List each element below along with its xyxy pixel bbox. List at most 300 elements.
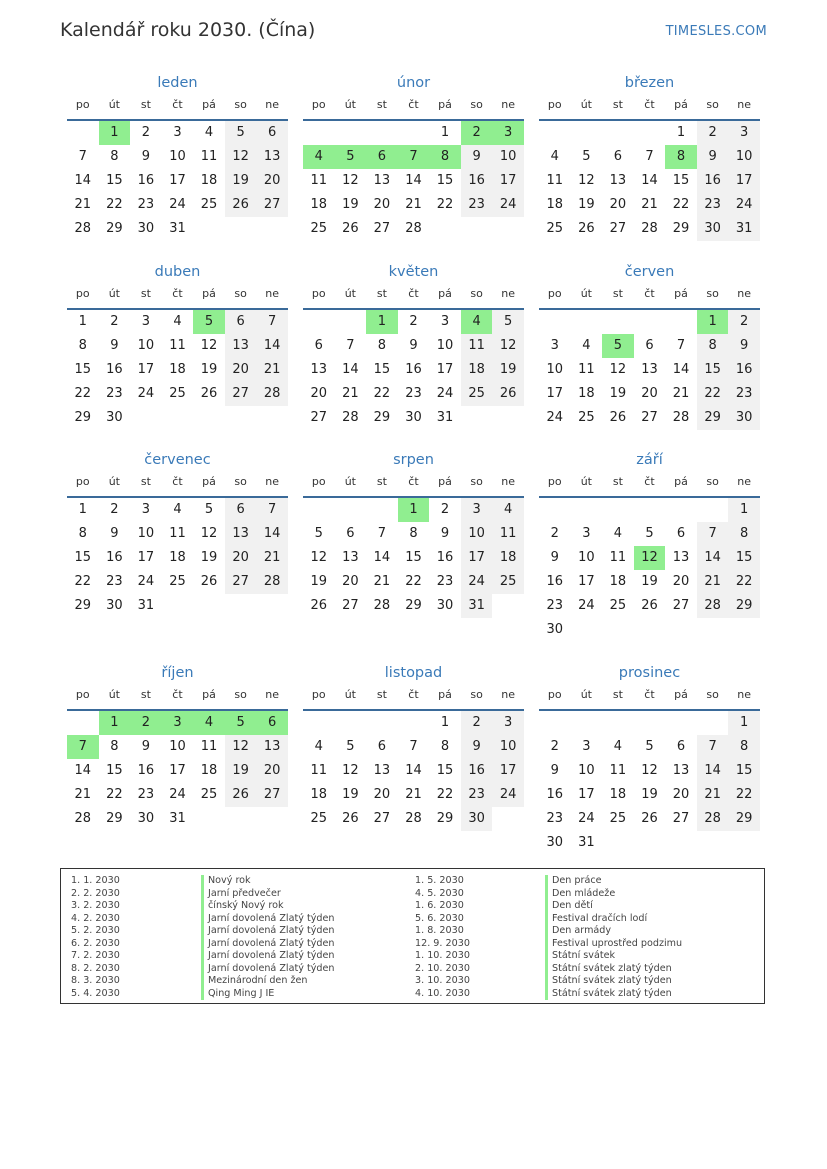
day-cell: 26: [641, 598, 658, 613]
day-cell: 16: [106, 550, 123, 565]
weekday-label: ne: [737, 287, 752, 300]
day-cell: 3: [728, 121, 760, 145]
day-cell: 10: [461, 522, 493, 546]
month-name: duben: [154, 264, 201, 280]
day-cell: 25: [546, 221, 564, 236]
day-cell: 17: [137, 362, 155, 377]
day-cell: 13: [225, 522, 257, 546]
day-cell: 11: [609, 550, 627, 565]
day-cell: 27: [256, 193, 288, 217]
day-cell: 19: [492, 358, 524, 382]
day-cell: 30: [436, 598, 454, 613]
month-name: září: [636, 452, 663, 468]
holiday-day-cell: 1: [697, 310, 729, 334]
day-cell: 18: [200, 763, 218, 778]
weekday-label: út: [344, 98, 356, 111]
day-cell: 23: [546, 811, 564, 826]
holiday-date: 12. 9. 2030: [415, 937, 470, 949]
empty-cell: [697, 711, 729, 735]
day-cell: 19: [342, 197, 359, 212]
day-cell: 13: [373, 173, 391, 188]
day-cell: 27: [672, 811, 690, 826]
holiday-name: Jarní dovolená Zlatý týden: [201, 950, 334, 963]
day-cell: 8: [110, 739, 119, 754]
day-cell: 10: [492, 735, 524, 759]
day-cell: 29: [106, 811, 123, 826]
day-cell: 3: [461, 498, 493, 522]
holiday-name: Jarní dovolená Zlatý týden: [201, 963, 334, 976]
weekday-label: st: [612, 688, 623, 701]
holiday-day-cell: 5: [193, 310, 225, 334]
day-cell: 11: [310, 763, 328, 778]
holiday-date: 4. 10. 2030: [415, 987, 470, 999]
day-cell: 3: [141, 502, 151, 517]
day-cell: 29: [405, 598, 422, 613]
day-cell: 2: [461, 711, 493, 735]
day-cell: 28: [342, 410, 359, 425]
holiday-day-cell: 6: [366, 145, 398, 169]
day-cell: 4: [173, 502, 182, 517]
day-cell: 6: [377, 739, 387, 754]
holiday-day-cell: 5: [602, 334, 634, 358]
weekday-label: ne: [737, 98, 752, 111]
day-cell: 27: [373, 811, 391, 826]
weekday-header: [539, 685, 760, 711]
day-cell: 6: [225, 310, 257, 334]
day-cell: 1: [728, 711, 760, 735]
day-cell: 2: [110, 502, 119, 517]
day-cell: 4: [492, 498, 524, 522]
empty-cell: [539, 121, 571, 145]
empty-cell: [539, 310, 571, 334]
day-cell: 8: [697, 334, 729, 358]
day-cell: 25: [200, 787, 218, 802]
day-cell: 27: [310, 410, 328, 425]
empty-cell: [665, 498, 697, 522]
month-11: [303, 661, 524, 831]
day-cell: 10: [137, 526, 155, 541]
day-cell: 17: [728, 169, 760, 193]
day-cell: 21: [373, 574, 391, 589]
day-cell: 29: [373, 410, 391, 425]
holiday-date: 2. 10. 2030: [415, 962, 470, 974]
day-cell: 21: [697, 570, 729, 594]
holiday-list: [60, 868, 765, 1004]
weekday-label: so: [234, 98, 247, 111]
day-grid: [67, 711, 288, 831]
day-cell: 25: [609, 811, 627, 826]
holiday-name: Státní svátek: [545, 950, 682, 963]
day-cell: 29: [74, 598, 92, 613]
holiday-day-cell: 5: [335, 145, 367, 169]
weekday-label: čt: [408, 98, 419, 111]
day-cell: 25: [200, 197, 218, 212]
weekday-label: so: [470, 688, 483, 701]
weekday-label: so: [706, 98, 719, 111]
day-cell: 11: [461, 334, 493, 358]
empty-cell: [303, 498, 335, 522]
day-cell: 14: [641, 173, 658, 188]
weekday-label: čt: [172, 287, 183, 300]
holiday-day-cell: 1: [366, 310, 398, 334]
day-cell: 11: [169, 526, 186, 541]
empty-cell: [634, 711, 666, 735]
day-cell: 17: [137, 550, 155, 565]
day-cell: 22: [697, 382, 729, 406]
day-cell: 26: [200, 386, 218, 401]
day-cell: 13: [609, 173, 627, 188]
weekday-label: ne: [501, 98, 516, 111]
empty-cell: [335, 310, 367, 334]
day-grid: [539, 711, 760, 855]
empty-cell: [335, 498, 367, 522]
day-cell: 6: [613, 149, 623, 164]
day-cell: 24: [492, 783, 524, 807]
day-cell: 13: [310, 362, 328, 377]
day-cell: 27: [609, 221, 627, 236]
day-cell: 2: [728, 310, 760, 334]
day-cell: 21: [342, 386, 359, 401]
day-cell: 17: [578, 574, 595, 589]
day-cell: 26: [578, 221, 595, 236]
day-cell: 18: [609, 787, 627, 802]
day-cell: 15: [728, 546, 760, 570]
holiday-day-cell: 7: [67, 735, 99, 759]
day-cell: 7: [409, 739, 418, 754]
month-3: [539, 71, 760, 241]
day-cell: 21: [405, 197, 422, 212]
weekday-label: čt: [172, 475, 183, 488]
day-cell: 5: [492, 310, 524, 334]
weekday-label: pá: [438, 688, 452, 701]
empty-cell: [335, 121, 367, 145]
month-name: říjen: [161, 665, 194, 681]
day-cell: 12: [492, 334, 524, 358]
day-cell: 31: [169, 811, 186, 826]
day-cell: 8: [440, 739, 450, 754]
holiday-date: 6. 2. 2030: [71, 937, 120, 949]
day-cell: 4: [613, 526, 623, 541]
day-cell: 17: [492, 759, 524, 783]
holiday-name: Jarní předvečer: [201, 888, 334, 901]
day-cell: 2: [110, 314, 119, 329]
day-cell: 15: [436, 173, 454, 188]
day-cell: 17: [461, 546, 493, 570]
day-cell: 21: [74, 197, 92, 212]
day-cell: 13: [672, 550, 690, 565]
day-cell: 19: [578, 197, 595, 212]
day-cell: 26: [200, 574, 218, 589]
weekday-label: út: [344, 475, 356, 488]
day-cell: 18: [546, 197, 564, 212]
day-cell: 25: [310, 221, 328, 236]
day-cell: 15: [697, 358, 729, 382]
day-cell: 16: [546, 574, 564, 589]
day-cell: 20: [256, 759, 288, 783]
day-grid: [539, 121, 760, 241]
day-cell: 14: [697, 546, 729, 570]
weekday-label: po: [311, 98, 326, 111]
day-cell: 30: [106, 598, 123, 613]
holiday-date: 3. 10. 2030: [415, 975, 470, 986]
day-cell: 2: [550, 739, 559, 754]
day-cell: 6: [645, 338, 654, 353]
month-10: [67, 661, 288, 831]
weekday-label: so: [706, 688, 719, 701]
empty-cell: [697, 498, 729, 522]
day-cell: 23: [436, 574, 454, 589]
weekday-label: ne: [265, 287, 280, 300]
day-cell: 1: [78, 314, 87, 329]
holiday-date: 3. 2. 2030: [71, 900, 120, 911]
day-cell: 29: [672, 221, 690, 236]
day-cell: 9: [728, 334, 760, 358]
weekday-label: st: [376, 475, 387, 488]
day-cell: 27: [342, 598, 359, 613]
weekday-label: pá: [202, 475, 216, 488]
day-cell: 29: [74, 410, 92, 425]
holiday-date: 1. 8. 2030: [415, 925, 464, 936]
holiday-day-cell: 12: [634, 546, 666, 570]
month-name: únor: [396, 75, 431, 91]
weekday-label: pá: [674, 98, 688, 111]
day-cell: 28: [405, 811, 422, 826]
day-cell: 13: [256, 145, 288, 169]
day-cell: 9: [110, 526, 119, 541]
day-cell: 14: [697, 759, 729, 783]
weekday-label: pá: [202, 287, 216, 300]
weekday-label: út: [108, 287, 120, 300]
day-cell: 15: [405, 550, 422, 565]
holiday-name: Festival uprostřed podzimu: [545, 938, 682, 951]
day-cell: 22: [436, 197, 454, 212]
day-cell: 29: [728, 594, 760, 618]
holiday-date: 1. 5. 2030: [415, 875, 464, 886]
day-cell: 4: [173, 314, 182, 329]
day-cell: 1: [440, 715, 450, 730]
weekday-label: so: [706, 475, 719, 488]
day-cell: 14: [373, 550, 391, 565]
day-cell: 16: [461, 169, 493, 193]
day-cell: 18: [609, 574, 627, 589]
holiday-name: Den mládeže: [545, 888, 682, 901]
day-cell: 22: [373, 386, 391, 401]
day-cell: 21: [74, 787, 92, 802]
day-cell: 30: [546, 835, 564, 850]
empty-cell: [634, 310, 666, 334]
day-cell: 21: [256, 546, 288, 570]
holiday-day-cell: 1: [99, 121, 131, 145]
day-cell: 27: [672, 598, 690, 613]
day-cell: 23: [461, 193, 493, 217]
weekday-label: čt: [644, 688, 655, 701]
day-cell: 16: [436, 550, 454, 565]
day-cell: 11: [310, 173, 328, 188]
day-cell: 9: [141, 739, 151, 754]
day-cell: 14: [256, 522, 288, 546]
holiday-date: 8. 2. 2030: [71, 962, 120, 974]
weekday-label: út: [108, 475, 120, 488]
day-cell: 16: [728, 358, 760, 382]
day-cell: 25: [461, 382, 493, 406]
day-cell: 27: [225, 382, 257, 406]
day-cell: 12: [225, 735, 257, 759]
day-cell: 10: [578, 763, 595, 778]
day-cell: 26: [641, 811, 658, 826]
day-cell: 29: [728, 807, 760, 831]
day-cell: 27: [641, 410, 658, 425]
brand-link[interactable]: TIMESLES.COM: [665, 24, 767, 39]
day-cell: 11: [578, 362, 595, 377]
weekday-label: čt: [408, 287, 419, 300]
day-cell: 30: [106, 410, 123, 425]
day-cell: 8: [728, 522, 760, 546]
day-cell: 2: [409, 314, 418, 329]
weekday-label: ne: [501, 475, 516, 488]
day-cell: 5: [645, 739, 654, 754]
day-cell: 20: [672, 574, 690, 589]
day-cell: 30: [137, 811, 155, 826]
day-cell: 31: [137, 598, 155, 613]
holiday-name: Státní svátek zlatý týden: [545, 988, 682, 1001]
holiday-date: 4. 5. 2030: [415, 887, 464, 899]
day-cell: 12: [342, 763, 359, 778]
weekday-label: pá: [438, 98, 452, 111]
day-cell: 9: [141, 149, 151, 164]
day-cell: 5: [204, 502, 214, 517]
day-cell: 10: [436, 338, 454, 353]
day-cell: 16: [137, 173, 155, 188]
day-cell: 19: [200, 362, 218, 377]
day-cell: 23: [106, 386, 123, 401]
day-cell: 22: [436, 787, 454, 802]
day-cell: 8: [78, 526, 87, 541]
day-cell: 26: [225, 783, 257, 807]
day-cell: 13: [672, 763, 690, 778]
weekday-label: po: [311, 688, 326, 701]
day-cell: 2: [141, 125, 151, 140]
day-cell: 28: [672, 410, 690, 425]
weekday-label: so: [470, 98, 483, 111]
day-grid: [303, 498, 524, 618]
day-cell: 17: [169, 763, 186, 778]
day-cell: 15: [106, 173, 123, 188]
day-cell: 9: [697, 145, 729, 169]
empty-cell: [67, 121, 99, 145]
holiday-date: 1. 1. 2030: [71, 875, 120, 886]
holiday-names-col-1: [201, 875, 334, 1000]
day-cell: 22: [74, 386, 92, 401]
empty-cell: [602, 498, 634, 522]
day-cell: 6: [676, 526, 686, 541]
day-grid: [303, 121, 524, 241]
day-cell: 12: [342, 173, 359, 188]
day-cell: 22: [106, 787, 123, 802]
day-cell: 24: [578, 598, 595, 613]
day-cell: 26: [342, 221, 359, 236]
day-cell: 12: [578, 173, 595, 188]
day-cell: 28: [373, 598, 391, 613]
day-cell: 7: [256, 498, 288, 522]
weekday-header: [303, 284, 524, 310]
weekday-header: [67, 95, 288, 121]
empty-cell: [303, 121, 335, 145]
day-cell: 18: [461, 358, 493, 382]
weekday-label: so: [234, 688, 247, 701]
holiday-day-cell: 4: [303, 145, 335, 169]
day-cell: 16: [546, 787, 564, 802]
weekday-label: ne: [737, 475, 752, 488]
holiday-date: 1. 6. 2030: [415, 900, 464, 911]
day-cell: 20: [641, 386, 658, 401]
day-cell: 10: [169, 149, 186, 164]
day-cell: 22: [405, 574, 422, 589]
day-cell: 18: [578, 386, 595, 401]
weekday-label: út: [108, 98, 120, 111]
day-cell: 20: [310, 386, 328, 401]
day-cell: 18: [492, 546, 524, 570]
day-cell: 20: [342, 574, 359, 589]
holiday-names-col-2: [545, 875, 682, 1000]
day-cell: 4: [550, 149, 559, 164]
day-cell: 5: [225, 121, 257, 145]
month-name: leden: [157, 75, 198, 91]
holiday-day-cell: 6: [256, 711, 288, 735]
day-cell: 24: [137, 574, 155, 589]
weekday-label: st: [140, 688, 151, 701]
day-cell: 27: [225, 570, 257, 594]
weekday-label: čt: [172, 688, 183, 701]
day-cell: 15: [106, 763, 123, 778]
day-cell: 24: [461, 570, 493, 594]
day-cell: 23: [137, 197, 155, 212]
day-cell: 14: [74, 763, 92, 778]
day-cell: 24: [546, 410, 564, 425]
weekday-label: po: [311, 287, 326, 300]
weekday-label: út: [108, 688, 120, 701]
holiday-name: Jarní dovolená Zlatý týden: [201, 925, 334, 938]
day-cell: 7: [645, 149, 654, 164]
day-cell: 12: [225, 145, 257, 169]
day-cell: 7: [78, 149, 87, 164]
holiday-day-cell: 4: [461, 310, 493, 334]
day-cell: 6: [256, 121, 288, 145]
day-cell: 25: [169, 386, 186, 401]
month-name: srpen: [393, 452, 434, 468]
day-cell: 21: [697, 783, 729, 807]
day-cell: 3: [492, 711, 524, 735]
weekday-label: st: [376, 287, 387, 300]
month-7: [67, 448, 288, 618]
day-cell: 16: [697, 169, 729, 193]
day-cell: 11: [546, 173, 564, 188]
day-cell: 15: [728, 759, 760, 783]
day-cell: 10: [728, 145, 760, 169]
day-cell: 21: [672, 386, 690, 401]
month-name: červen: [624, 264, 675, 280]
day-cell: 29: [106, 221, 123, 236]
day-cell: 19: [310, 574, 328, 589]
day-grid: [303, 310, 524, 430]
day-cell: 28: [74, 811, 92, 826]
holiday-name: Nový rok: [201, 875, 334, 888]
day-cell: 4: [613, 739, 623, 754]
weekday-label: st: [140, 287, 151, 300]
day-cell: 21: [405, 787, 422, 802]
empty-cell: [398, 711, 430, 735]
weekday-label: ne: [265, 475, 280, 488]
day-cell: 7: [697, 522, 729, 546]
